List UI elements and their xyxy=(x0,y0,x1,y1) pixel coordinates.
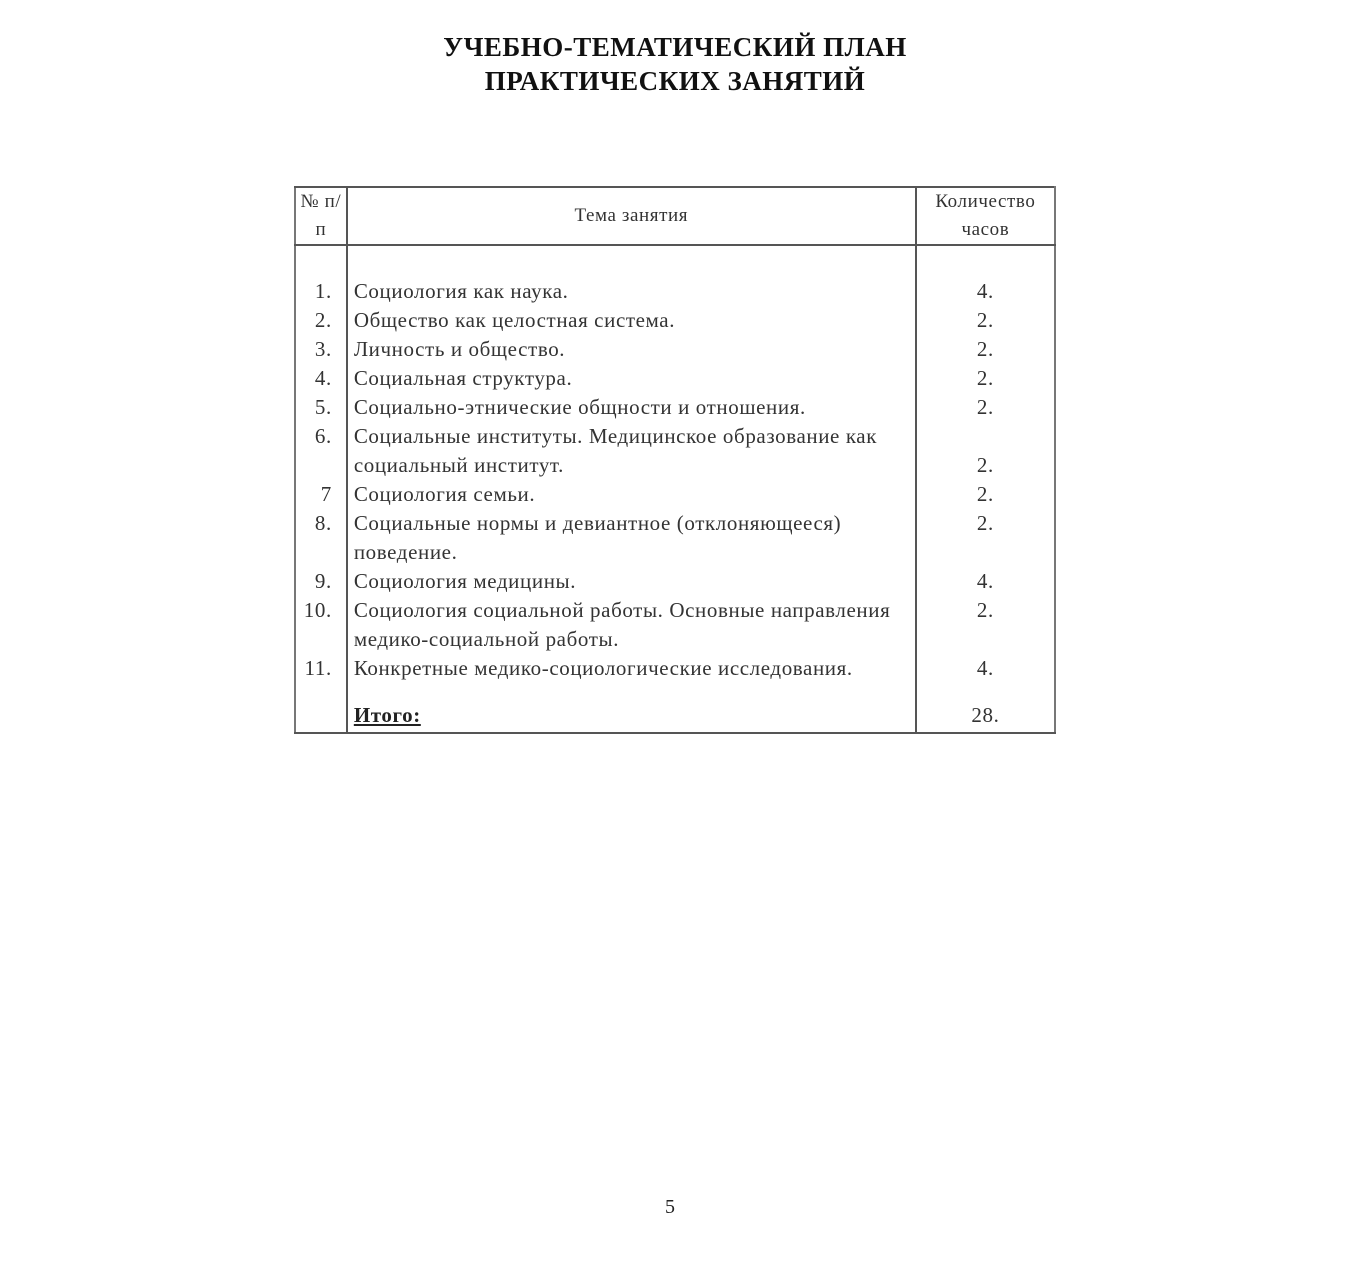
title-line-1: УЧЕБНО-ТЕМАТИЧЕСКИЙ ПЛАН xyxy=(443,32,907,62)
total-hours: 28. xyxy=(916,683,1055,733)
row-topic: Социальные нормы и девиантное (отклоняющееся) поведение. xyxy=(347,509,916,567)
row-topic: Социология как наука. xyxy=(347,245,916,306)
table-row xyxy=(295,364,1055,393)
row-num: 11. xyxy=(295,654,347,683)
table-row xyxy=(295,567,1055,596)
table-header-row xyxy=(295,187,1055,245)
row-hours: 2. xyxy=(916,393,1055,422)
row-num: 6. xyxy=(295,422,347,480)
row-num: 8. xyxy=(295,509,347,567)
header-topic: Тема занятия xyxy=(347,187,916,245)
table-row xyxy=(295,335,1055,364)
table-row xyxy=(295,306,1055,335)
row-topic: Социология семьи. xyxy=(347,480,916,509)
table-total-row xyxy=(295,683,1055,733)
table-row xyxy=(295,480,1055,509)
table-row xyxy=(295,422,1055,480)
row-hours: 2. xyxy=(916,364,1055,393)
row-num: 5. xyxy=(295,393,347,422)
row-topic: Конкретные медико-социологические исследования. xyxy=(347,654,916,683)
row-topic: Общество как целостная система. xyxy=(347,306,916,335)
row-topic: Личность и общество. xyxy=(347,335,916,364)
row-num: 1. xyxy=(295,245,347,306)
row-num: 9. xyxy=(295,567,347,596)
row-hours: 2. xyxy=(916,335,1055,364)
row-num: 7 xyxy=(295,480,347,509)
row-topic: Социальные институты. Медицинское образование как социальный институт. xyxy=(347,422,916,480)
table-row xyxy=(295,654,1055,683)
row-hours: 2. xyxy=(916,422,1055,480)
row-hours: 2. xyxy=(916,306,1055,335)
document-title xyxy=(0,30,1350,98)
title-line-2: ПРАКТИЧЕСКИХ ЗАНЯТИЙ xyxy=(484,66,866,96)
total-num-empty xyxy=(295,683,347,733)
header-num: № п/п xyxy=(295,187,347,245)
study-plan-table xyxy=(294,186,1056,734)
row-topic: Социально-этнические общности и отношения. xyxy=(347,393,916,422)
header-hours: Количество часов xyxy=(916,187,1055,245)
row-topic: Социология социальной работы. Основные направления медико-социальной работы. xyxy=(347,596,916,654)
table-row xyxy=(295,245,1055,306)
row-hours: 4. xyxy=(916,567,1055,596)
table-row xyxy=(295,509,1055,567)
row-hours: 4. xyxy=(916,654,1055,683)
total-topic xyxy=(347,683,916,733)
page-number: 5 xyxy=(665,1196,675,1218)
row-num: 2. xyxy=(295,306,347,335)
table-row xyxy=(295,596,1055,654)
row-num: 4. xyxy=(295,364,347,393)
row-num: 10. xyxy=(295,596,347,654)
total-label: Итого: xyxy=(353,703,421,727)
row-hours: 2. xyxy=(916,509,1055,567)
row-hours: 4. xyxy=(916,245,1055,306)
row-hours: 2. xyxy=(916,596,1055,654)
row-topic: Социология медицины. xyxy=(347,567,916,596)
row-topic: Социальная структура. xyxy=(347,364,916,393)
table-row xyxy=(295,393,1055,422)
row-hours: 2. xyxy=(916,480,1055,509)
row-num: 3. xyxy=(295,335,347,364)
